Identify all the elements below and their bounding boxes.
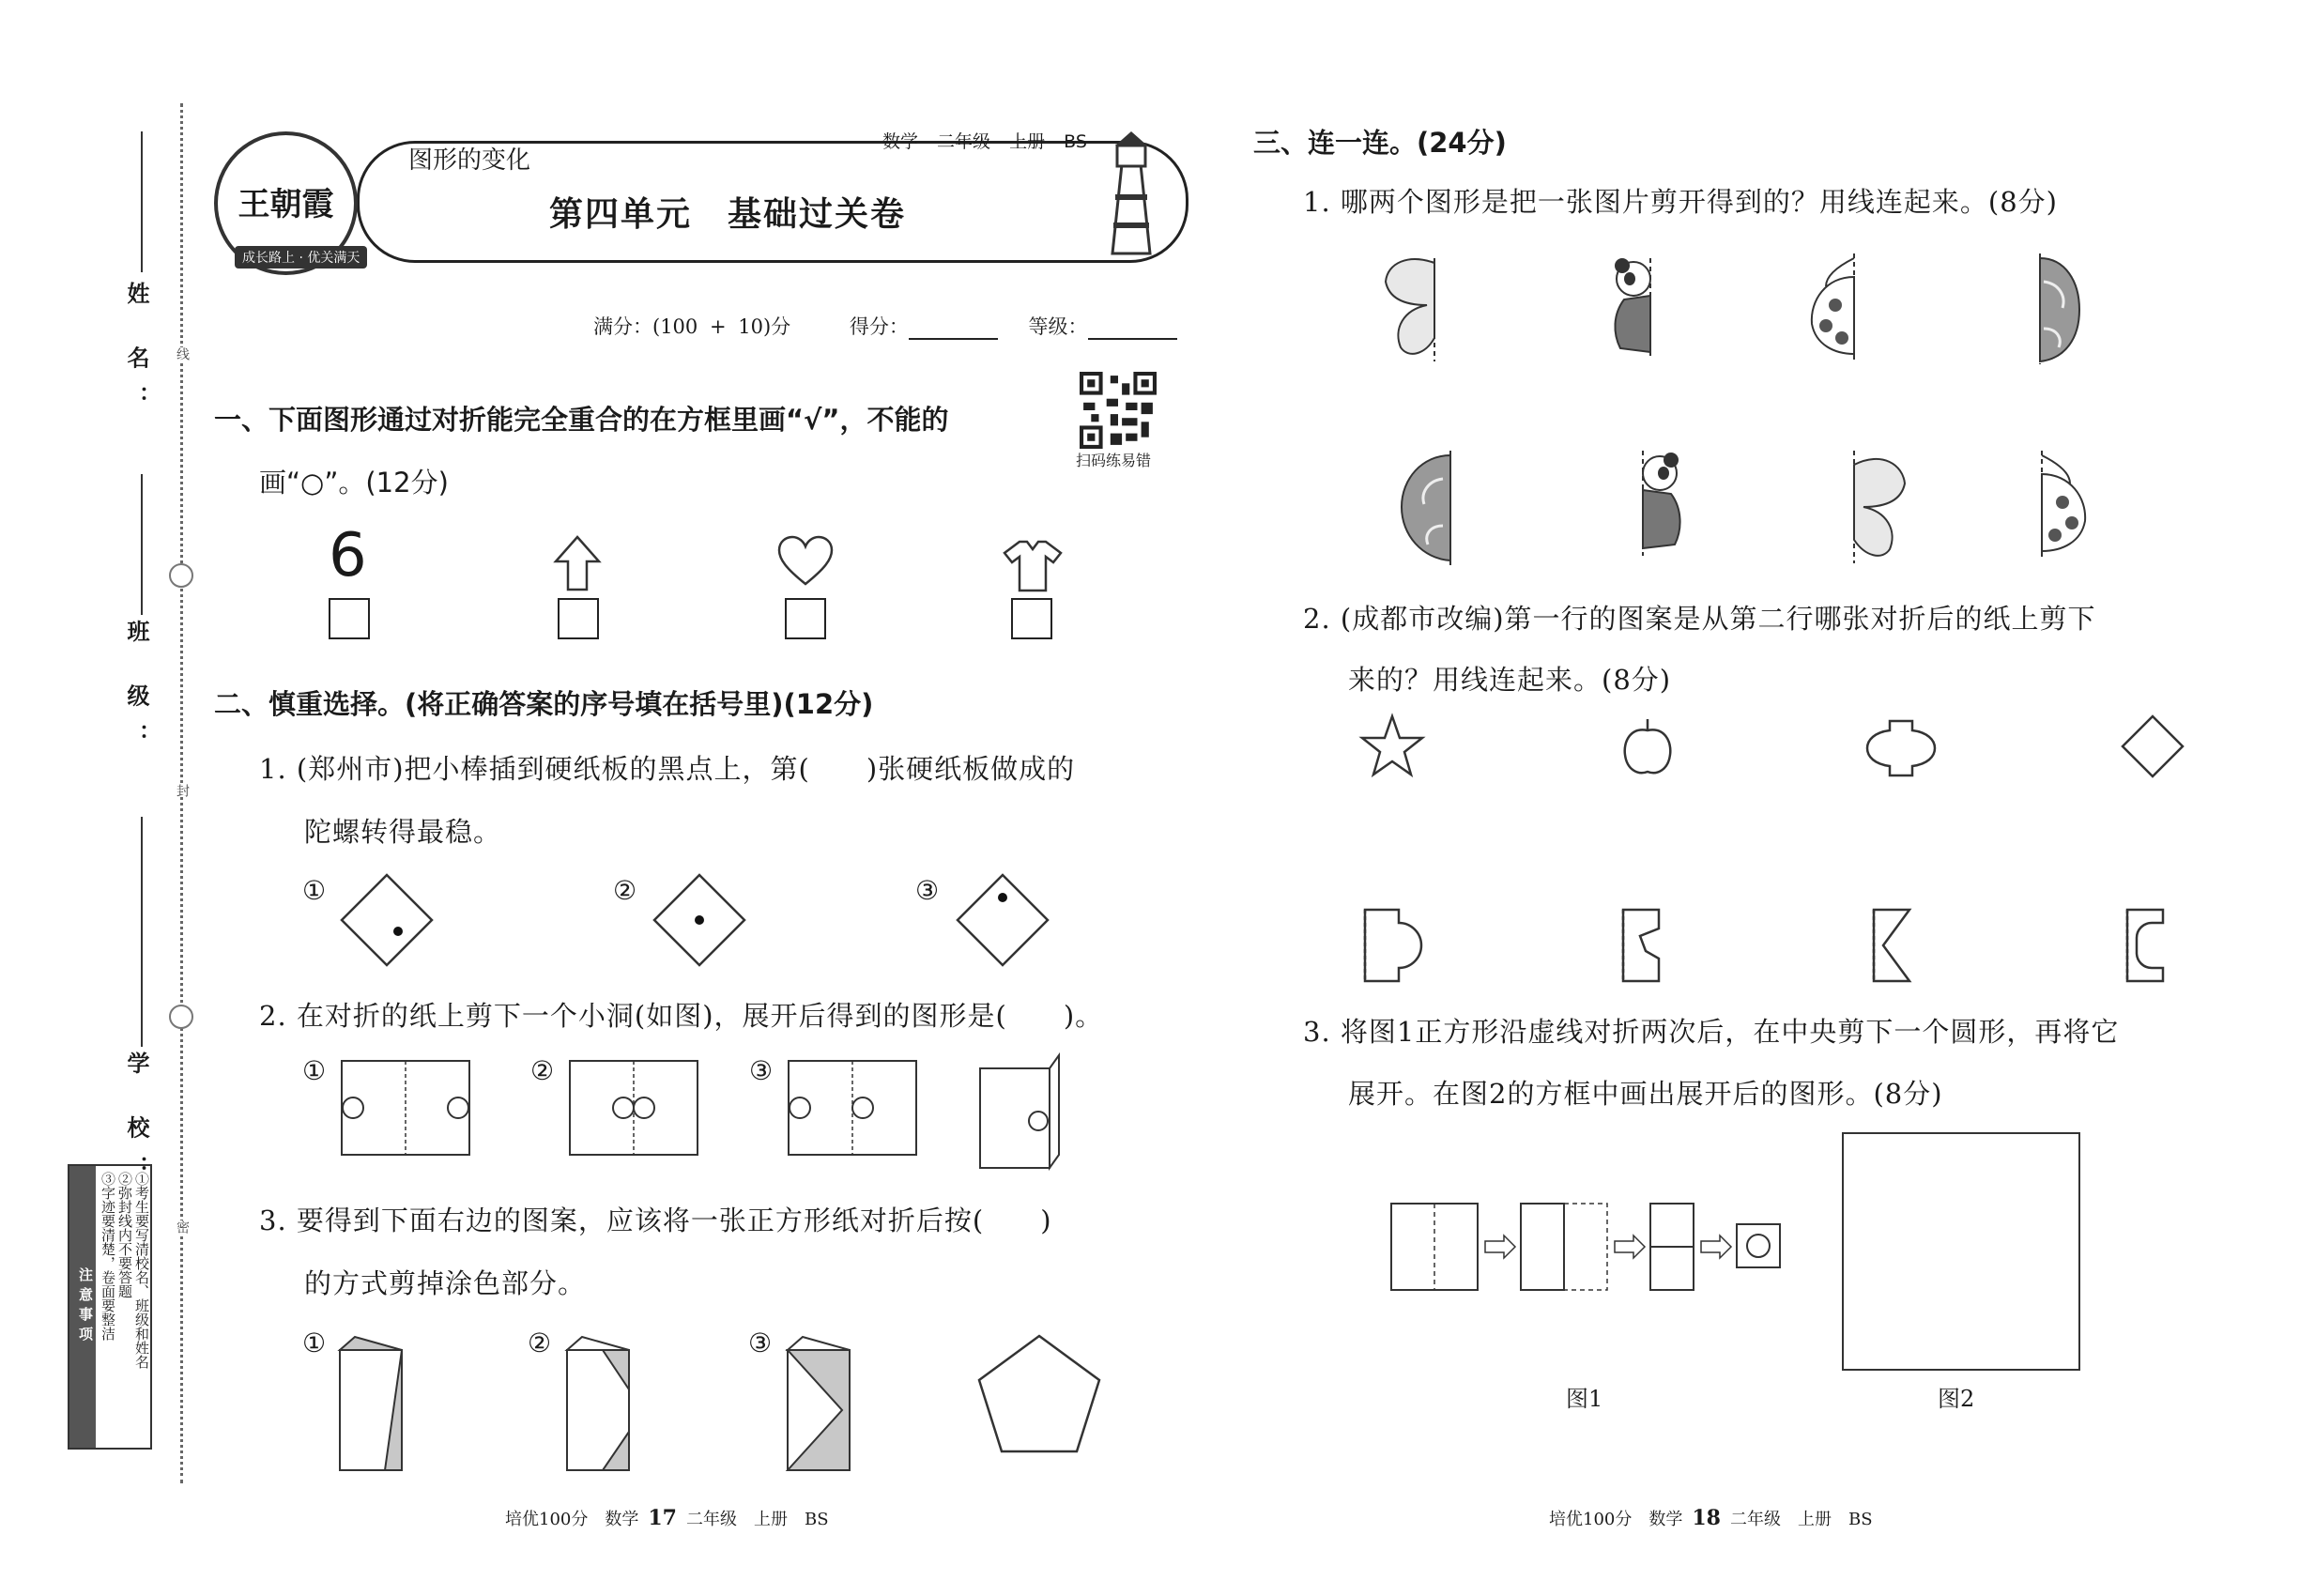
footer-left [505,1506,829,1530]
logo-tagline: 成长路上 · 优关满天 [235,246,367,269]
ladybug-half-icon[interactable] [2032,446,2098,563]
fold-cut-option-3[interactable] [786,1333,861,1474]
notice-title: 注意事项 [69,1166,96,1448]
lantern-shape-icon[interactable] [1863,715,1939,781]
arrow-up-icon [554,535,601,591]
footer-left-post: 二年级 上册 BS [685,1510,829,1529]
option-label: ③ [915,875,940,906]
section2-q2: 2. 在对折的纸上剪下一个小洞(如图)，展开后得到的图形是( )。 [259,1000,1104,1032]
footer-right [1549,1506,1873,1530]
folded-paper-rounded-notch[interactable] [2124,906,2170,986]
opera-mask-half-icon[interactable] [2032,253,2089,366]
class-field-line[interactable] [141,474,143,615]
fold-sequence-figure [1389,1192,1784,1296]
name-field-line[interactable] [141,131,143,272]
notice-box [68,1164,152,1450]
full-marks: 满分：(100 + 10)分 [593,315,791,338]
binding-hole-icon [169,1005,193,1029]
shirt-icon [1003,540,1063,592]
score-field[interactable] [909,321,998,340]
option-label: ② [613,875,637,906]
section3-q1: 1. 哪两个图形是把一张图片剪开得到的？用线连起来。(8分) [1303,186,2058,218]
folded-paper-triangle-notch[interactable] [1870,906,1917,986]
opera-mask-half-icon[interactable] [1394,446,1460,568]
section3-q2: 2. (成都市改编)第一行的图案是从第二行哪张对折后的纸上剪下 [1303,603,2096,635]
footer-right-pre: 培优100分 数学 [1549,1510,1683,1529]
answer-box-3[interactable] [785,598,826,639]
lighthouse-icon [1089,127,1183,258]
qr-code-icon[interactable] [1080,372,1157,449]
section2-q3-cont: 的方式剪掉涂色部分。 [304,1267,587,1299]
section2-q3: 3. 要得到下面右边的图案，应该将一张正方形纸对折后按( ) [259,1205,1052,1236]
cardboard-option-2[interactable] [652,873,746,967]
grade-label: 等级： [1028,315,1088,338]
answer-box-1[interactable] [329,598,370,639]
unfolded-option-2[interactable] [568,1059,699,1158]
figure1-caption: 图1 [1566,1386,1603,1412]
cut-mark-1: 线 [175,347,190,361]
diamond-icon[interactable] [2120,714,2185,779]
panda-half-icon[interactable] [1596,258,1662,361]
school-label: 学 校： [123,1051,150,1195]
section2-q1-cont: 陀螺转得最稳。 [304,816,502,848]
butterfly-half-icon[interactable] [1845,446,1910,568]
section3-q3-cont: 展开。在图2的方框中画出展开后的图形。(8分) [1348,1078,1943,1110]
subject-meta: 数学 二年级 上册 BS [882,131,1087,152]
fold-cut-option-1[interactable] [338,1333,413,1474]
heart-icon [777,535,834,587]
section3-q2-cont: 来的？用线连起来。(8分) [1348,664,1672,696]
fold-cut-option-2[interactable] [565,1333,640,1474]
class-label: 班 级： [123,620,150,763]
pentagon-icon [976,1333,1103,1455]
option-label: ③ [748,1327,773,1358]
notice-item: ①考生要写清校名、班级和姓名 [133,1172,150,1369]
unfolded-option-1[interactable] [340,1059,471,1158]
option-label: ① [302,1055,327,1086]
section1-title-cont: 画“○”。(12分) [259,467,449,499]
answer-box-2[interactable] [558,598,599,639]
section2-q1: 1. (郑州市)把小棒插到硬纸板的黑点上，第( )张硬纸板做成的 [259,753,1076,785]
folded-paper-notch[interactable] [1619,906,1666,986]
digit-six: 6 [329,521,367,591]
binding-hole-icon [169,563,193,588]
cut-mark-2: 封 [175,784,190,797]
apple-shape-icon[interactable] [1619,714,1676,779]
footer-right-post: 二年级 上册 BS [1729,1510,1873,1529]
school-field-line[interactable] [141,817,143,1047]
section2-title: 二、慎重选择。(将正确答案的序号填在括号里)(12分) [214,688,874,720]
grade-field[interactable] [1088,321,1177,340]
cardboard-option-3[interactable] [956,873,1050,967]
star-icon[interactable] [1359,714,1425,779]
unfolded-option-3[interactable] [787,1059,918,1158]
notice-item: ③字迹要清楚，卷面要整洁 [100,1172,116,1341]
option-label: ② [528,1327,552,1358]
score-line [593,312,1196,340]
ladybug-half-icon[interactable] [1802,249,1868,361]
notice-items [100,1172,150,1369]
name-label: 姓 名： [123,282,150,425]
butterfly-half-icon[interactable] [1380,253,1446,366]
page-number-right: 18 [1692,1506,1721,1530]
option-label: ① [302,1327,327,1358]
folded-paper-with-hole-icon [976,1050,1061,1172]
cut-mark-3: 密 [175,1220,190,1234]
option-label: ① [302,875,327,906]
logo-text: 王朝霞 [238,186,334,223]
section1-title: 一、下面图形通过对折能完全重合的在方框里画“√”，不能的 [214,404,949,436]
figure2-caption: 图2 [1938,1386,1975,1412]
figure2-answer-box[interactable] [1842,1132,2080,1371]
page-number-left: 17 [648,1506,677,1530]
notice-item: ②弥封线内不要答题 [116,1172,133,1298]
folded-paper-semicircle[interactable] [1361,906,1408,986]
section3-q3: 3. 将图1正方形沿虚线对折两次后，在中央剪下一个圆形，再将它 [1303,1016,2120,1048]
option-label: ② [530,1055,555,1086]
footer-left-pre: 培优100分 数学 [505,1510,639,1529]
panda-half-icon[interactable] [1633,451,1699,559]
answer-box-4[interactable] [1011,598,1052,639]
unit-subtitle: 图形的变化 [408,146,531,175]
cardboard-option-1[interactable] [340,873,434,967]
page-title: 第四单元 基础过关卷 [549,195,907,234]
qr-caption: 扫码练易错 [1076,452,1152,469]
score-label: 得分： [849,315,909,338]
section3-title: 三、连一连。(24分) [1253,127,1507,159]
option-label: ③ [749,1055,774,1086]
